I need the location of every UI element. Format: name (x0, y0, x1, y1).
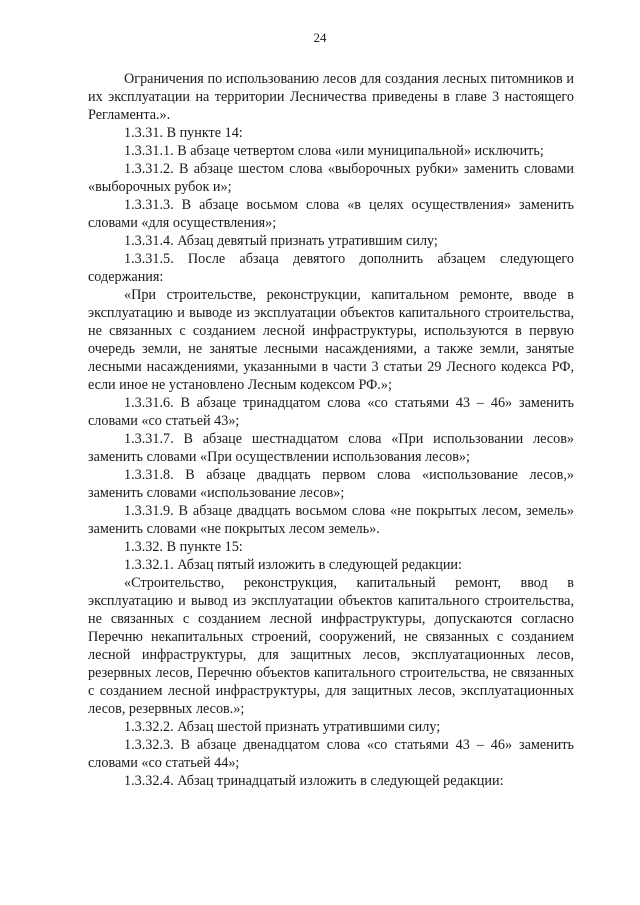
paragraph-1-3-31-1: 1.3.31.1. В абзаце четвертом слова «или муниципальной» исключить; (124, 143, 544, 159)
paragraph-1-3-32-1: 1.3.32.1. Абзац пятый изложить в следующей редакции: (124, 557, 462, 573)
paragraph-1-3-31-3: 1.3.31.3. В абзаце восьмом слова «в целях осуществления» заменить словами «для осуществления»; (88, 197, 574, 231)
paragraph-1-3-31-2: 1.3.31.2. В абзаце шестом слова «выборочных рубки» заменить словами «выборочных рубок и»; (88, 161, 574, 195)
paragraph-1-3-32: 1.3.32. В пункте 15: (124, 539, 243, 555)
paragraph-quoted-construction-land: «При строительстве, реконструкции, капитальном ремонте, вводе в эксплуатацию и выводе из эксплуатации объектов капитального строительства, не связанных с созданием лесной инфраструктуры, используются в первую очередь земли, не занятые лесными насаждениями, а также земли, занятые лесными насаждениями, указанными в части 3 статьи 29 Лесного кодекса РФ, если иное не установлено Лесным кодексом РФ.»; (88, 287, 574, 393)
paragraph-1-3-31: 1.3.31. В пункте 14: (124, 125, 243, 141)
paragraph-1-3-31-7: 1.3.31.7. В абзаце шестнадцатом слова «При использовании лесов» заменить словами «При осуществлении использования лесов»; (88, 431, 574, 465)
paragraph-1-3-31-6: 1.3.31.6. В абзаце тринадцатом слова «со статьями 43 – 46» заменить словами «со статьей 43»; (88, 395, 574, 429)
document-body (88, 70, 574, 790)
page-number: 24 (313, 30, 327, 45)
paragraph-1-3-31-4: 1.3.31.4. Абзац девятый признать утратившим силу; (124, 233, 438, 249)
paragraph-1-3-32-3: 1.3.32.3. В абзаце двенадцатом слова «со статьями 43 – 46» заменить словами «со статьей 44»; (88, 737, 574, 771)
paragraph-1-3-31-5: 1.3.31.5. После абзаца девятого дополнить абзацем следующего содержания: (88, 251, 574, 285)
paragraph-quoted-construction-list: «Строительство, реконструкция, капитальный ремонт, ввод в эксплуатацию и вывод из эксплуатации объектов капитального строительства, не связанных с созданием лесной инфраструктуры, допускаются согласно Перечню некапитальных строений, сооружений, не связанных с созданием лесной инфраструктуры, для защитных лесов, эксплуатационных лесов, резервных лесов, Перечню объектов капитального строительства, не связанных с созданием лесной инфраструктуры, для защитных лесов, эксплуатационных лесов, резервных лесов.»; (88, 575, 574, 717)
paragraph-1-3-32-4: 1.3.32.4. Абзац тринадцатый изложить в следующей редакции: (124, 773, 504, 789)
paragraph-1-3-31-9: 1.3.31.9. В абзаце двадцать восьмом слова «не покрытых лесом, земель» заменить словами «не покрытых лесом земель». (88, 503, 574, 537)
paragraph-1-3-32-2: 1.3.32.2. Абзац шестой признать утратившими силу; (124, 719, 441, 735)
paragraph-restrictions-text: Ограничения по использованию лесов для создания лесных питомников и их эксплуатации на территории Лесничества приведены в главе 3 настоящего Регламента.». (88, 71, 574, 123)
paragraph-1-3-31-8: 1.3.31.8. В абзаце двадцать первом слова «использование лесов,» заменить словами «использование лесов»; (88, 467, 574, 501)
